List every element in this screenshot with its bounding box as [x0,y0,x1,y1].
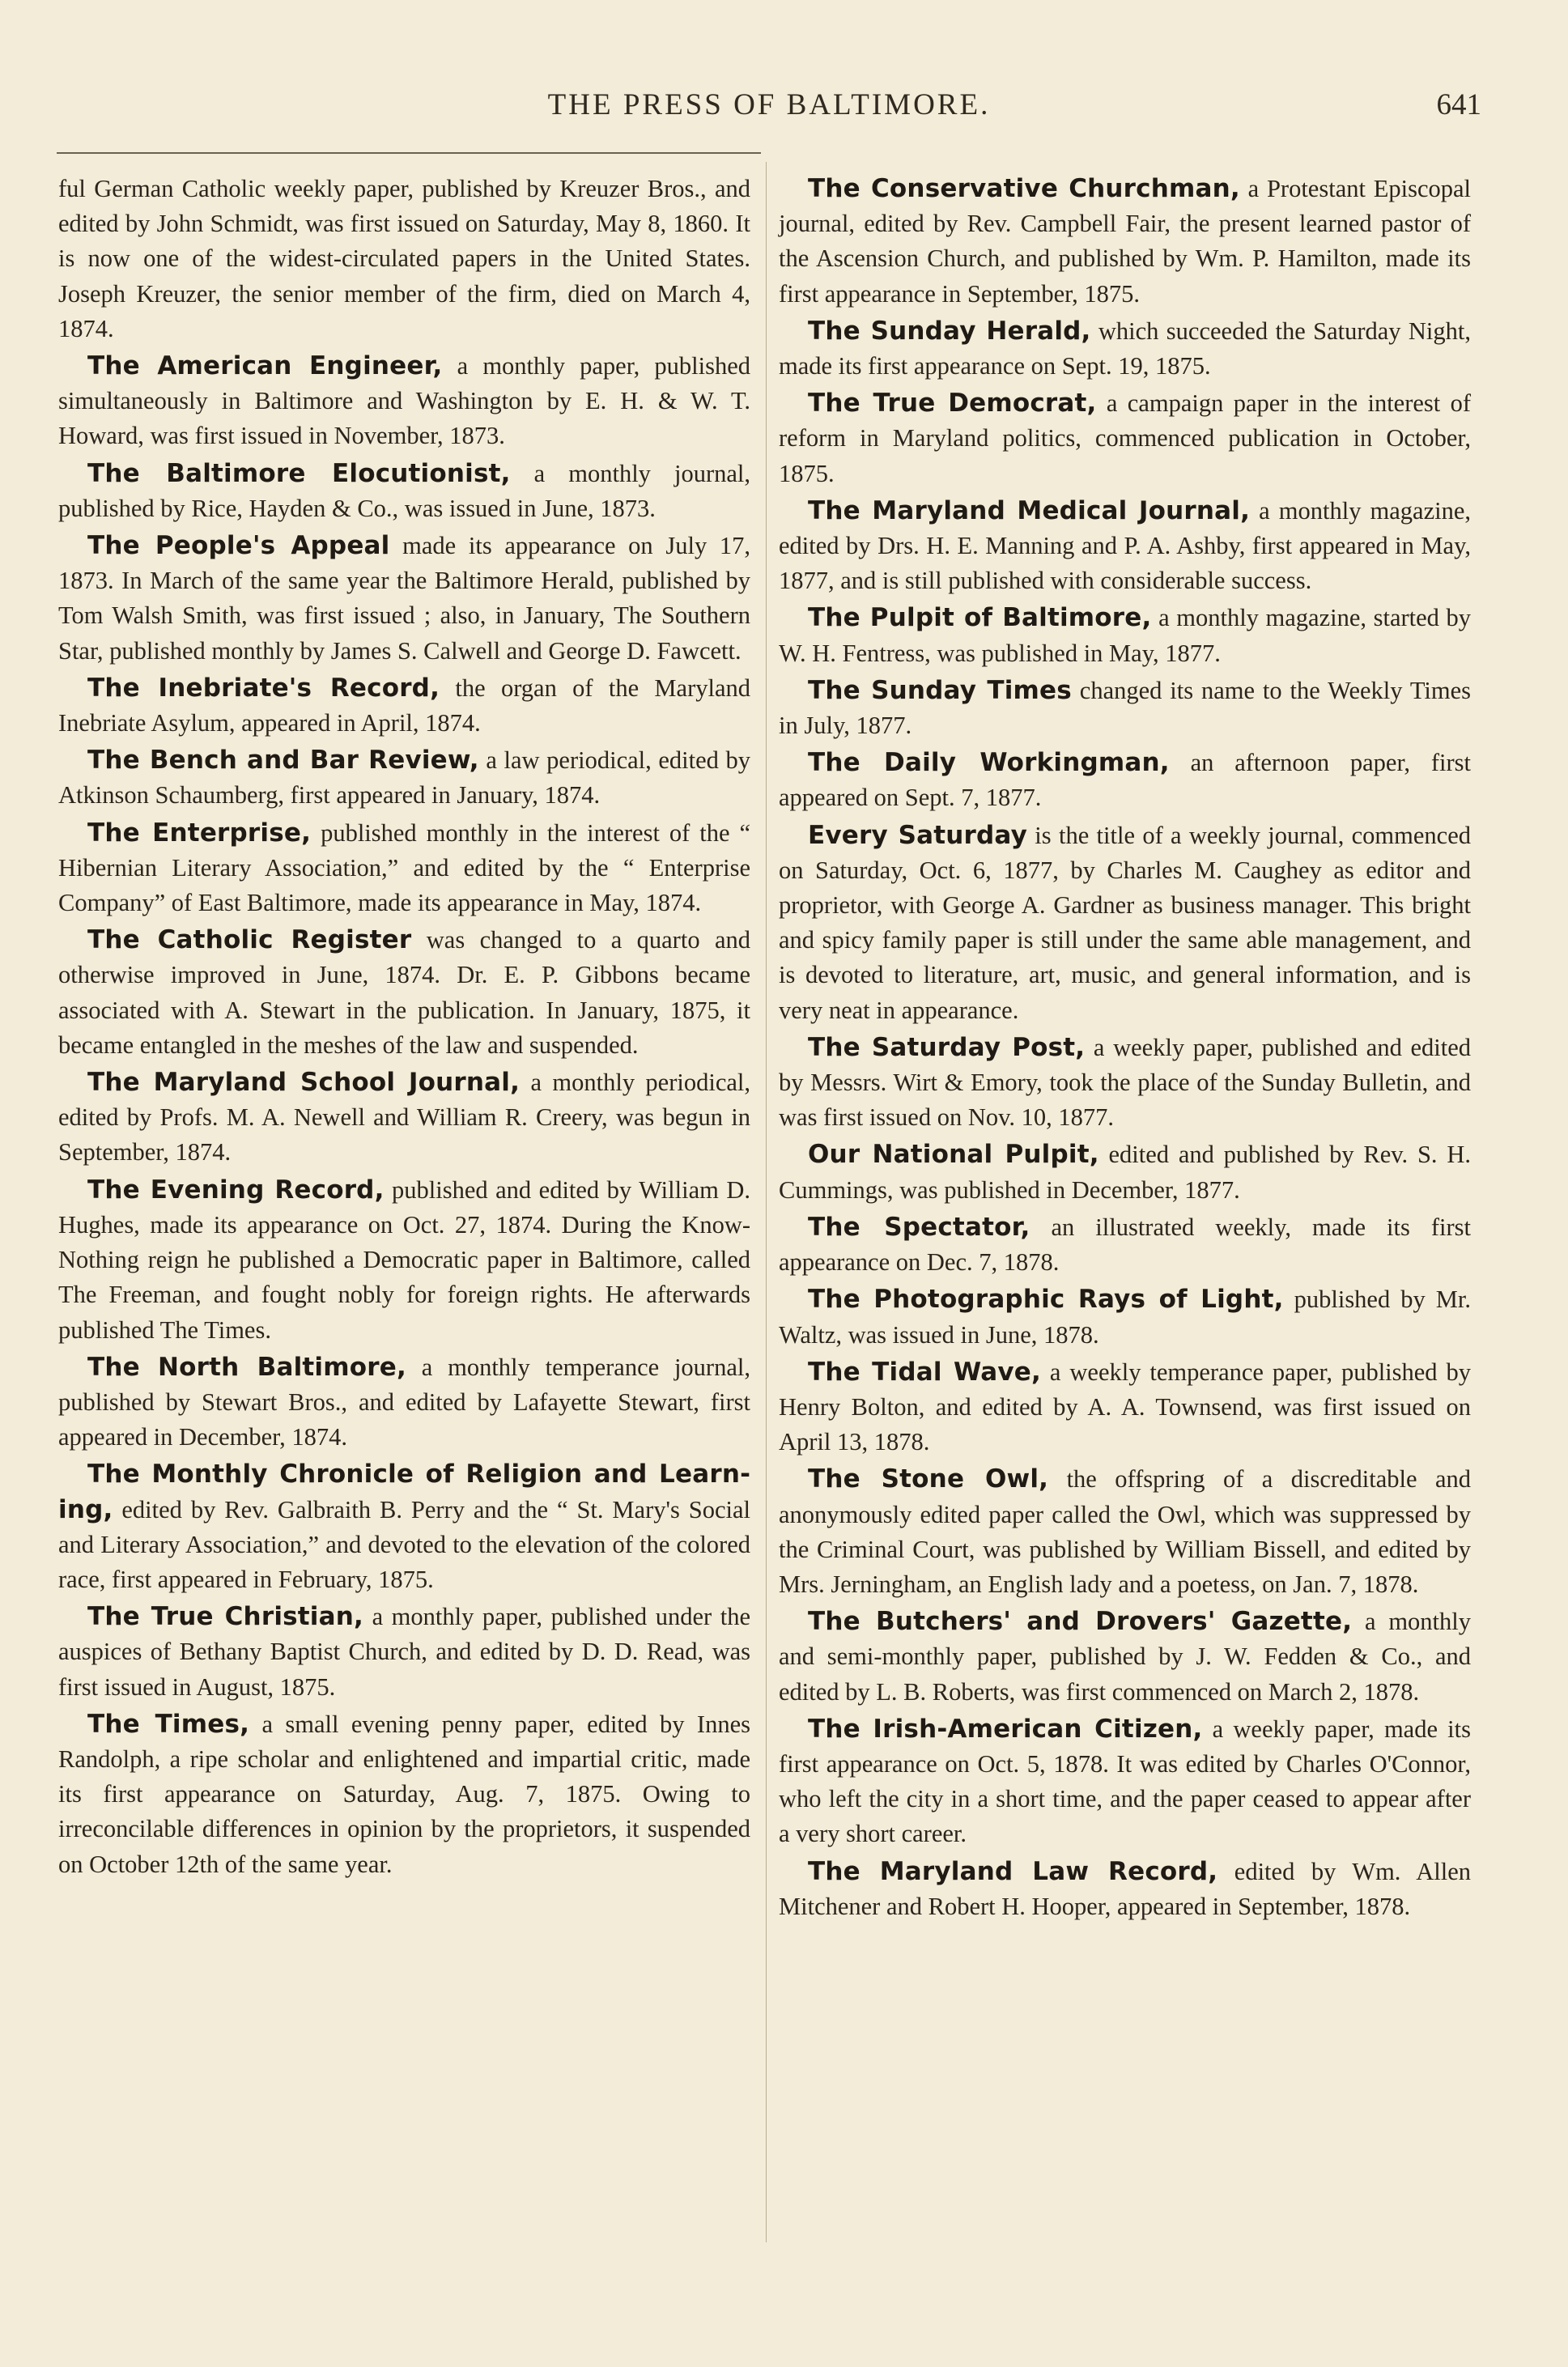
newspaper-entry [58,743,750,813]
newspaper-entry [779,172,1471,312]
entry-title: The True Christian, [87,1602,364,1632]
right-column [779,172,1471,1927]
entry-body: a campaign paper in the interest of reform in Maryland politics, commenced publication in October, 1875. [779,389,1471,487]
newspaper-entry [58,923,750,1063]
entry-body: edited and published by Rev. S. H. Cummings, was published in December, 1877. [779,1141,1471,1204]
entry-body: a small evening penny paper, edited by Innes Randolph, a ripe scholar and enlightened and impartial critic, made its first appearance on Saturday, Aug. 7, 1875. Owing to irreconcilable differences in opinion by the proprietors, it suspended on October 12th of the same year. [58,1710,750,1878]
entry-body: edited by Rev. Galbraith B. Perry and the “ St. Mary's Social and Literary Association,” and devoted to the elevation of the colored race, first appeared in February, 1875. [58,1495,750,1593]
column-divider [766,162,767,2242]
entry-title: The True Democrat, [808,389,1097,419]
entry-title: The Spectator, [808,1212,1030,1242]
entry-body: which succeeded the Saturday Night, made its first appearance on Sept. 19, 1875. [779,317,1471,380]
entry-title: Our National Pulpit, [808,1140,1099,1170]
entry-body: the offspring of a discreditable and anonymously edited paper called the Owl, which was suppressed by the Criminal Court, was published by William Bissell, and edited by Mrs. Jerningham, an English lady and a poetess, on Jan. 7, 1878. [779,1465,1472,1598]
entry-title: The Irish-American Citizen, [808,1714,1203,1744]
entry-title: The Monthly Chronicle of Religion and Learning, [58,1460,750,1524]
entry-body: changed its name to the Weekly Times in July, 1877. [779,676,1472,740]
newspaper-entry [58,1065,750,1171]
newspaper-entry [58,1350,750,1455]
entry-body: a monthly magazine, started by W. H. Fentress, was published in May, 1877. [779,604,1471,667]
entry-body: a Protestant Episcopal journal, edited by Rev. Campbell Fair, the present learned pastor of the Ascension Church, and published by Wm. P. Hamilton, made its first appearance in September, 1875. [779,175,1471,308]
newspaper-entry [779,746,1471,815]
newspaper-entry [779,494,1471,599]
entry-body: a monthly temperance journal, published by Stewart Bros., and edited by Lafayette Stewart, first appeared in December, 1874. [58,1353,750,1451]
page-header [57,87,1481,133]
entry-title: The Maryland School Journal, [87,1068,521,1098]
entry-body: a weekly temperance paper, published by Henry Bolton, and edited by A. A. Townsend, was first issued on April 13, 1878. [779,1358,1471,1456]
newspaper-entry [58,816,750,921]
newspaper-entry [779,386,1471,491]
newspaper-entry [779,1462,1471,1602]
newspaper-entry [779,1137,1471,1207]
newspaper-entry [779,314,1471,384]
entry-title: The North Baltimore, [87,1352,406,1382]
entry-title: The Conservative Churchman, [808,174,1240,203]
newspaper-entry [779,1604,1471,1710]
entry-title: The Inebriate's Record, [87,673,440,703]
entry-title: The Evening Record, [87,1175,385,1205]
entry-body: the organ of the Maryland Inebriate Asylum, appeared in April, 1874. [58,674,750,737]
entry-title: The Times, [87,1709,250,1739]
entry-body: a monthly and semi-monthly paper, published by J. W. Fedden & Co., and edited by L. B. Roberts, was first commenced on March 2, 1878. [779,1608,1471,1706]
entry-body: a monthly paper, published simultaneously in Baltimore and Washington by E. H. & W. T. Howard, was first issued in November, 1873. [58,352,751,450]
header-rule [57,152,761,154]
entry-title: The Bench and Bar Review, [87,746,479,776]
entry-title: The Catholic Register [87,925,412,955]
newspaper-entry [58,1600,750,1705]
newspaper-entry [58,457,750,526]
entry-title: The People's Appeal [87,531,390,561]
entry-title: The Maryland Law Record, [808,1856,1218,1886]
newspaper-entry [779,1031,1471,1136]
entry-title: The Tidal Wave, [808,1357,1041,1387]
entry-body: published by Mr. Waltz, was issued in June, 1878. [779,1285,1471,1349]
entry-body: ful German Catholic weekly paper, published by Kreuzer Bros., and edited by John Schmidt, was first issued on Saturday, May 8, 1860. It is now one of the widest-circulated papers in the United States. Joseph Kreuzer, the senior member of the firm, died on March 4, 1874. [58,175,750,342]
entry-body: an illustrated weekly, made its first appearance on Dec. 7, 1878. [779,1213,1471,1277]
entry-title: The Maryland Medical Journal, [808,495,1251,525]
entry-body: a monthly periodical, edited by Profs. M. A. Newell and William R. Creery, was begun in September, 1874. [58,1069,751,1167]
entry-title: Every Saturday [808,820,1027,850]
newspaper-entry [779,1282,1471,1352]
newspaper-entry [779,1712,1471,1852]
entry-body: a weekly paper, made its first appearance on Oct. 5, 1878. It was edited by Charles O'Connor, who left the city in a short time, and the paper ceased to appear after a very short career. [779,1715,1471,1848]
left-column [58,172,750,1885]
entry-title: The Sunday Times [808,675,1072,705]
entry-body: edited by Wm. Allen Mitchener and Robert H. Hooper, appeared in September, 1878. [779,1857,1472,1920]
entry-title: The Saturday Post, [808,1032,1086,1062]
newspaper-entry [58,671,750,741]
newspaper-entry [779,674,1471,743]
entry-body: a monthly journal, published by Rice, Hayden & Co., was issued in June, 1873. [58,459,750,522]
newspaper-entry [58,349,750,454]
newspaper-entry [779,1210,1471,1280]
entry-title: The American Engineer, [87,351,443,381]
entry-body: an afternoon paper, first appeared on Sept. 7, 1877. [779,749,1471,812]
newspaper-entry [58,1457,750,1597]
entry-title: The Pulpit of Baltimore, [808,603,1152,633]
entry-title: The Enterprise, [87,818,312,848]
newspaper-entry [779,818,1471,1028]
entry-body: is the title of a weekly journal, commenced on Saturday, Oct. 6, 1877, by Charles M. Caughey as editor and proprietor, with George A. Gardner as business manager. This bright and spicy family paper is still under the same able management, and is devoted to literature, art, music, and general information, and is very neat in appearance. [779,821,1471,1024]
entry-body: published and edited by William D. Hughes, made its appearance on Oct. 27, 1874. During the Know-Nothing reign he published a Democratic paper in Baltimore, called The Freeman, and fought nobly for foreign rights. He afterwards published The Times. [58,1175,750,1344]
newspaper-entry [779,601,1471,670]
newspaper-entry [779,1855,1471,1924]
entry-body: was changed to a quarto and otherwise improved in June, 1874. Dr. E. P. Gibbons became associated with A. Stewart in the publication. In January, 1875, it became entangled in the meshes of the law and suspended. [58,926,750,1059]
entry-title: The Photographic Rays of Light, [808,1285,1284,1315]
entry-body: made its appearance on July 17, 1873. In March of the same year the Baltimore Herald, published by Tom Walsh Smith, was first issued ; also, in January, The Southern Star, published monthly by James S. Calwell and George D. Fawcett. [58,532,750,665]
entry-body: a weekly paper, published and edited by Messrs. Wirt & Emory, took the place of the Sunday Bulletin, and was first issued on Nov. 10, 1877. [779,1033,1471,1132]
newspaper-entry [779,1355,1471,1460]
entry-body: a law periodical, edited by Atkinson Schaumberg, first appeared in January, 1874. [58,746,750,810]
newspaper-entry [58,529,750,669]
entry-body: published monthly in the interest of the “ Hibernian Literary Association,” and edited by the “ Enterprise Company” of East Baltimore, made its appearance in May, 1874. [58,818,750,917]
entry-title: The Daily Workingman, [808,748,1170,778]
newspaper-entry [58,172,750,346]
entry-title: The Butchers' and Drovers' Gazette, [808,1607,1353,1637]
entry-body: a monthly magazine, edited by Drs. H. E. Manning and P. A. Ashby, first appeared in May, 1877, and is still published with considerable success. [779,496,1471,595]
entry-title: The Sunday Herald, [808,316,1091,346]
running-title: THE PRESS OF BALTIMORE. [547,88,991,121]
page-number: 641 [1436,88,1481,121]
newspaper-entry [58,1173,750,1348]
entry-title: The Stone Owl, [808,1464,1049,1494]
entry-body: a monthly paper, published under the auspices of Bethany Baptist Church, and edited by D. D. Read, was first issued in August, 1875. [58,1603,750,1701]
newspaper-entry [58,1707,750,1882]
entry-title: The Baltimore Elocutionist, [87,458,511,488]
